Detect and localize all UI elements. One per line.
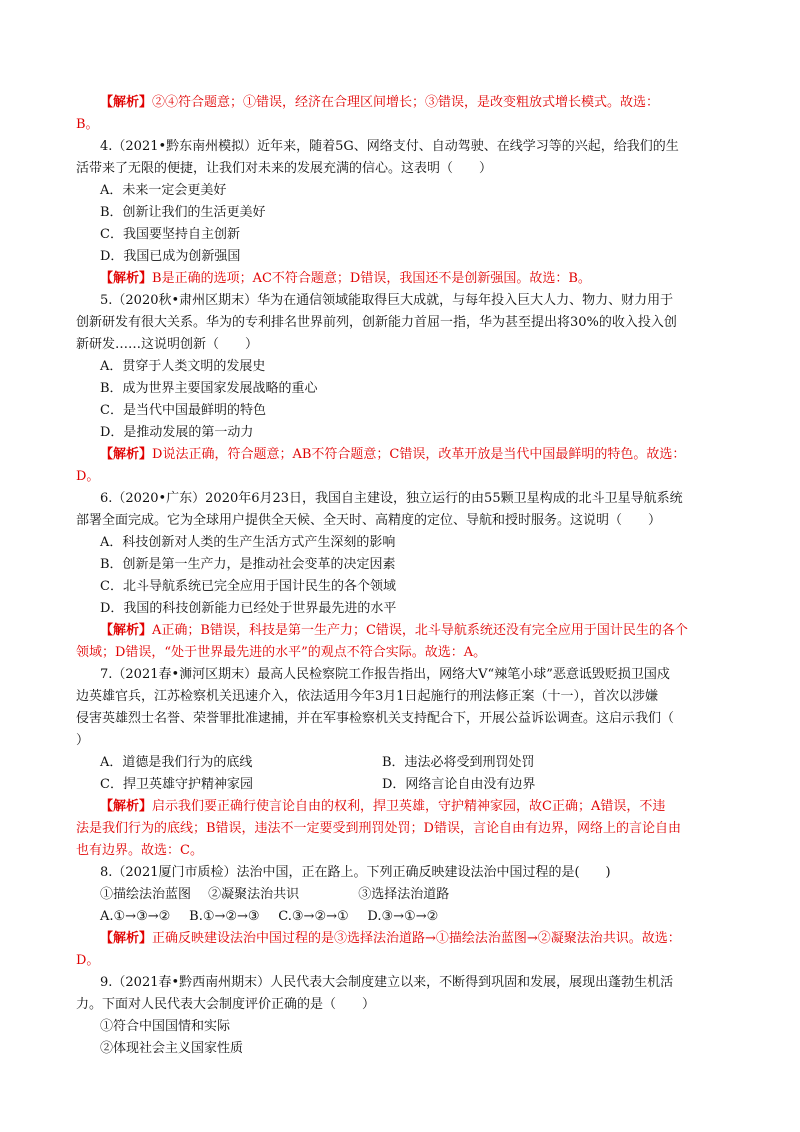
explanation-line: D。 xyxy=(76,953,100,968)
explanation-tag: 【解析】 xyxy=(100,271,153,286)
option-a: A．科技创新对人类的生产生活方式产生深刻的影响 xyxy=(100,535,396,550)
option-c: C．是当代中国最鲜明的特色 xyxy=(100,403,266,418)
question-9-stem-cont: 力。下面对人民代表大会制度评价正确的是（ ） xyxy=(76,997,376,1012)
question-7-stem-cont: ） xyxy=(76,733,90,748)
item-1: ①描绘法治蓝图 xyxy=(100,887,192,902)
explanation-line: 【解析】B是正确的选项；AC不符合题意；D错误，我国还不是创新强国。故选：B。 xyxy=(100,271,591,286)
option-b: B．成为世界主要国家发展战略的重心 xyxy=(100,381,318,396)
question-5-stem-cont: 创新研发有很大关系。华为的专利排名世界前列，创新能力首屈一指，华为甚至提出将30%的收入投入创 xyxy=(76,315,677,330)
explanation-line: B。 xyxy=(76,117,99,132)
question-9-stem: 9.（2021春•黔西南州期末）人民代表大会制度建立以来，不断得到巩固和发展，展现出蓬勃生机活 xyxy=(100,975,674,990)
explanation-line: 领域；D错误，“处于世界最先进的水平”的观点不符合实际。故选：A。 xyxy=(76,645,487,660)
explanation-tag: 【解析】 xyxy=(100,623,153,638)
option-b: B．创新是第一生产力，是推动社会变革的决定因素 xyxy=(100,557,396,572)
explanation-line: 【解析】D说法正确，符合题意；AB不符合题意；C错误，改革开放是当代中国最鲜明的特色。故选： xyxy=(100,447,686,462)
option-c: C．捍卫英雄守护精神家园 xyxy=(100,777,253,792)
explanation-line: D。 xyxy=(76,469,100,484)
question-6-stem: 6.（2020•广东）2020年6月23日，我国自主建设，独立运行的由55颗卫星构成的北斗卫星导航系统 xyxy=(100,491,683,506)
option-d: D．是推动发展的第一动力 xyxy=(100,425,254,440)
question-5-stem: 5.（2020秋•肃州区期末）华为在通信领域能取得巨大成就，与每年投入巨大人力、物力、财力用于 xyxy=(100,293,674,308)
options-row xyxy=(76,752,731,774)
question-6-stem-cont: 部署全面完成。它为全球用户提供全天候、全天时、高精度的定位、导航和授时服务。这说明（ ） xyxy=(76,513,662,528)
option-a: A．贯穿于人类文明的发展史 xyxy=(100,359,266,374)
item-3: ③选择法治道路 xyxy=(358,887,450,902)
option-b: B．违法必将受到刑罚处罚 xyxy=(382,755,535,770)
question-7-stem-cont: 侵害英雄烈士名誉、荣誉罪批准逮捕，并在军事检察机关支持配合下，开展公益诉讼调查。这启示我们（ xyxy=(76,711,675,726)
option-a: A．道德是我们行为的底线 xyxy=(100,755,253,770)
explanation-line: 【解析】A正确；B错误，科技是第一生产力；C错误，北斗导航系统还没有完全应用于国计民生的各个 xyxy=(100,623,688,638)
explanation-tag: 【解析】 xyxy=(100,447,153,462)
explanation-tag: 【解析】 xyxy=(100,799,153,814)
question-5-stem-cont: 新研发……这说明创新（ ） xyxy=(76,337,259,352)
question-7-stem-cont: 边英雄官兵，江苏检察机关迅速介入，依法适用今年3月1日起施行的刑法修正案（十一），首次以涉嫌 xyxy=(76,689,659,704)
option-c: C.③→②→① xyxy=(278,909,349,924)
option-b: B.①→②→③ xyxy=(189,909,260,924)
option-a: A.①→③→② xyxy=(100,909,171,924)
item-1: ①符合中国国情和实际 xyxy=(100,1019,231,1034)
document-page xyxy=(76,92,731,1060)
item-2: ②凝聚法治共识 xyxy=(208,887,300,902)
question-7-stem: 7.（2021春•浉河区期末）最高人民检察院工作报告指出，网络大V“辣笔小球”恶意诋毁贬损卫国戍 xyxy=(100,667,670,682)
question-4-stem-cont: 活带来了无限的便捷，让我们对未来的发展充满的信心。这表明（ ） xyxy=(76,161,493,176)
option-d: D．网络言论自由没有边界 xyxy=(382,777,536,792)
item-2: ②体现社会主义国家性质 xyxy=(100,1041,244,1056)
explanation-line: 法是我们行为的底线；B错误，违法不一定要受到刑罚处罚；D错误，言论自由有边界，网络上的言论自由 xyxy=(76,821,681,836)
option-c: C．我国要坚持自主创新 xyxy=(100,227,240,242)
explanation-line: 也有边界。故选：C。 xyxy=(76,843,203,858)
explanation-tag: 【解析】 xyxy=(100,931,153,946)
option-d: D.③→①→② xyxy=(367,909,439,924)
question-8-stem: 8.（2021厦门市质检）法治中国，正在路上。下列正确反映建设法治中国过程的是( ) xyxy=(100,865,611,880)
explanation-line: 【解析】正确反映建设法治中国过程的是③选择法治道路→①描绘法治蓝图→②凝聚法治共识。故选： xyxy=(100,931,681,946)
items-row xyxy=(76,884,731,906)
options-row xyxy=(76,774,731,796)
option-d: D．我国的科技创新能力已经处于世界最先进的水平 xyxy=(100,601,397,616)
option-b: B．创新让我们的生活更美好 xyxy=(100,205,266,220)
explanation-tag: 【解析】 xyxy=(100,95,153,110)
explanation-line: 【解析】②④符合题意；①错误，经济在合理区间增长；③错误，是改变粗放式增长模式。故选： xyxy=(100,95,660,110)
options-row xyxy=(76,906,731,928)
option-a: A．未来一定会更美好 xyxy=(100,183,227,198)
question-4-stem: 4.（2021•黔东南州模拟）近年来，随着5G、网络支付、自动驾驶、在线学习等的兴起，给我们的生 xyxy=(100,139,679,154)
explanation-line: 【解析】启示我们要正确行使言论自由的权利，捍卫英雄，守护精神家园，故C正确；A错误，不违 xyxy=(100,799,666,814)
option-d: D．我国已成为创新强国 xyxy=(100,249,241,264)
option-c: C．北斗导航系统已完全应用于国计民生的各个领域 xyxy=(100,579,396,594)
